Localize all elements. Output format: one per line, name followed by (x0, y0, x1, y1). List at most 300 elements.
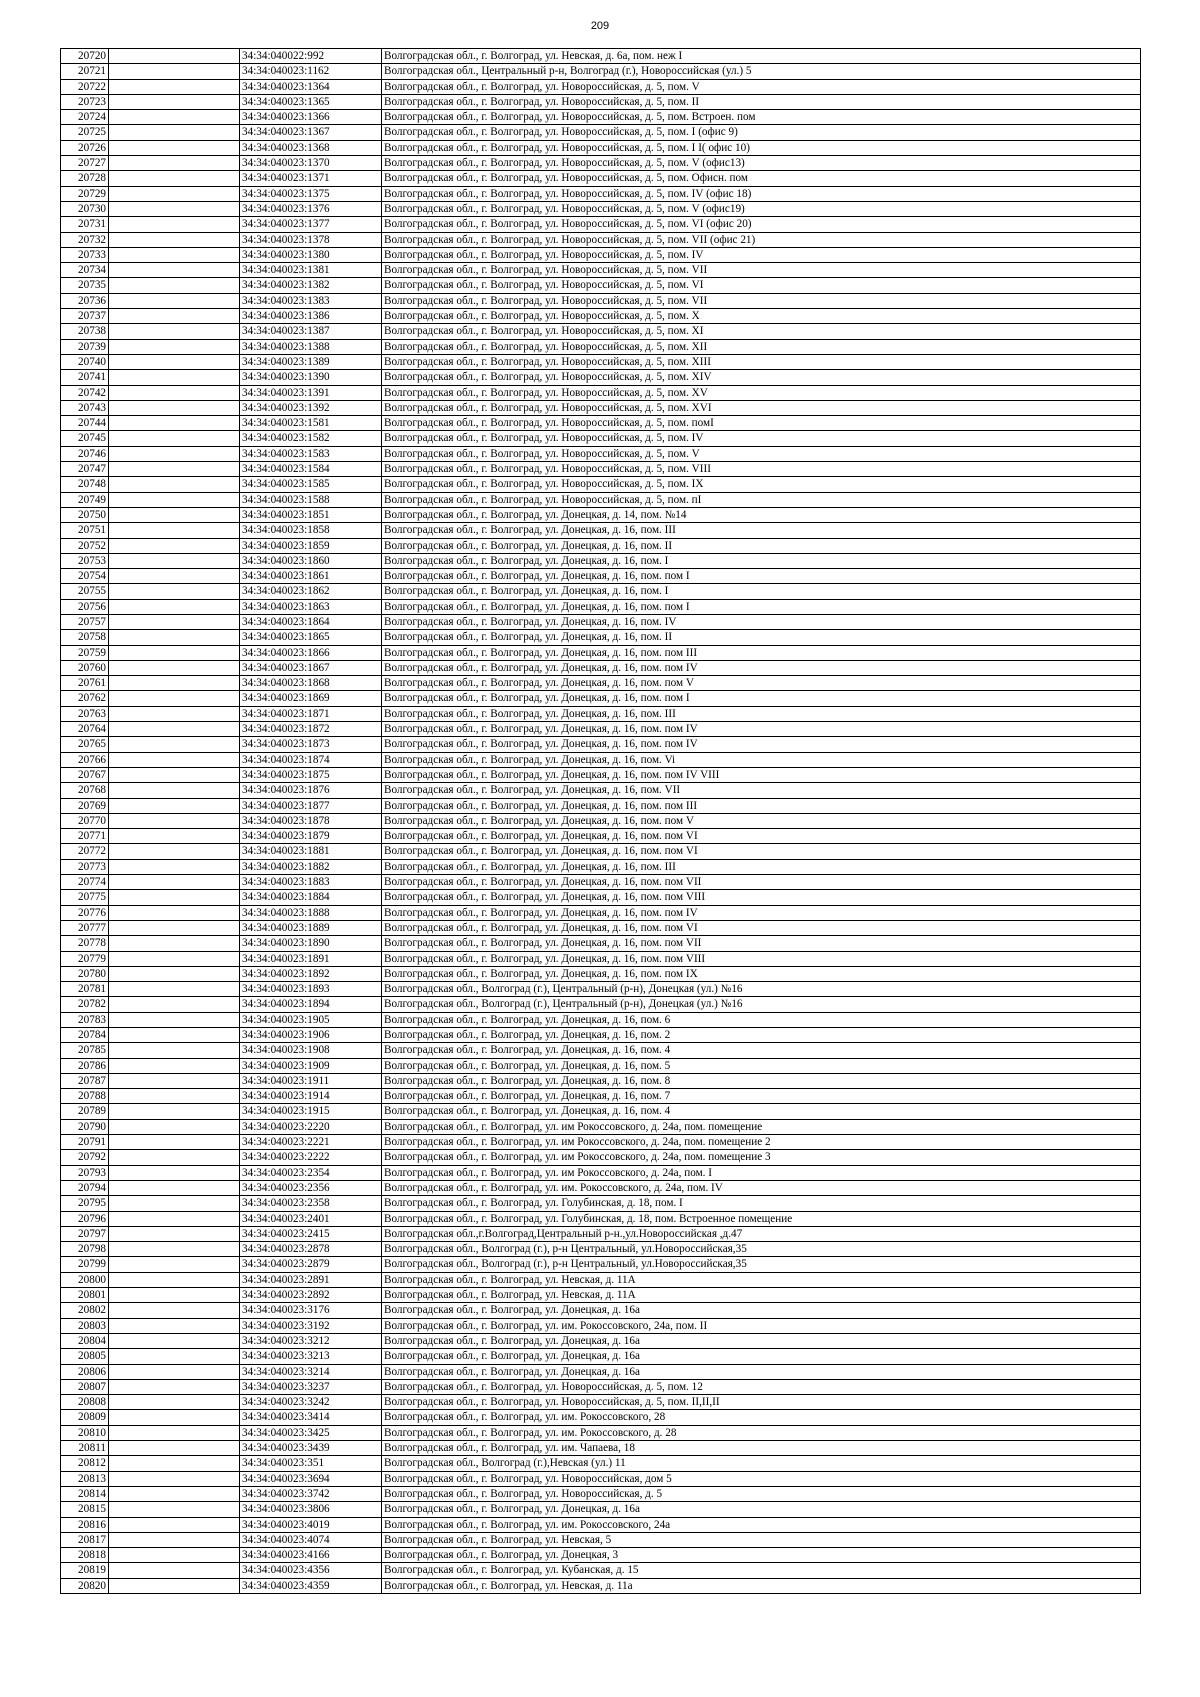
row-number-cell: 20818 (61, 1548, 109, 1563)
row-number-cell: 20793 (61, 1165, 109, 1180)
cadastral-number-cell: 34:34:040023:1859 (240, 538, 382, 553)
table-row (61, 1043, 1141, 1058)
table-row (61, 1379, 1141, 1394)
cadastral-number-cell: 34:34:040023:1866 (240, 645, 382, 660)
address-cell: Волгоградская обл., г. Волгоград, ул. Новороссийская, д. 5, пом. VII (382, 293, 1141, 308)
address-cell: Волгоградская обл., г. Волгоград, ул. Невская, д. 11А (382, 1288, 1141, 1303)
address-cell: Волгоградская обл., г. Волгоград, ул. Донецкая, д. 16, пом. пом VI (382, 844, 1141, 859)
table-row (61, 1548, 1141, 1563)
address-cell: Волгоградская обл., г. Волгоград, ул. Донецкая, 3 (382, 1548, 1141, 1563)
page-number: 209 (590, 20, 610, 32)
table-row (61, 936, 1141, 951)
address-cell: Волгоградская обл., г. Волгоград, ул. им. Рокоссовского, д. 28 (382, 1425, 1141, 1440)
address-cell: Волгоградская обл., г. Волгоград, ул. Донецкая, д. 16, пом. II (382, 538, 1141, 553)
address-cell: Волгоградская обл., г. Волгоград, ул. Новороссийская, д. 5, пом. V (382, 446, 1141, 461)
cadastral-number-cell: 34:34:040023:3806 (240, 1502, 382, 1517)
address-cell: Волгоградская обл., г. Волгоград, ул. Кубанская, д. 15 (382, 1563, 1141, 1578)
address-cell: Волгоградская обл., г. Волгоград, ул. Донецкая, д. 16, пом. пом IV (382, 905, 1141, 920)
empty-cell (109, 446, 240, 461)
row-number-cell: 20766 (61, 752, 109, 767)
table-row (61, 553, 1141, 568)
row-number-cell: 20744 (61, 416, 109, 431)
address-cell: Волгоградская обл., г. Волгоград, ул. Донецкая, д. 16, пом. III (382, 523, 1141, 538)
table-row (61, 431, 1141, 446)
cadastral-number-cell: 34:34:040023:1370 (240, 156, 382, 171)
cadastral-number-cell: 34:34:040023:3176 (240, 1303, 382, 1318)
cadastral-number-cell: 34:34:040023:1893 (240, 982, 382, 997)
cadastral-number-cell: 34:34:040023:1588 (240, 492, 382, 507)
cadastral-number-cell: 34:34:040023:1873 (240, 737, 382, 752)
address-cell: Волгоградская обл., г. Волгоград, ул. Донецкая, д. 16, пом. I (382, 584, 1141, 599)
cadastral-number-cell: 34:34:040023:1869 (240, 691, 382, 706)
cadastral-number-cell: 34:34:040023:2356 (240, 1180, 382, 1195)
row-number-cell: 20756 (61, 599, 109, 614)
row-number-cell: 20768 (61, 783, 109, 798)
address-cell: Волгоградская обл., г. Волгоград, ул. Донецкая, д. 16, пом. пом IV (382, 660, 1141, 675)
table-row (61, 1242, 1141, 1257)
address-cell: Волгоградская обл., г. Волгоград, ул. Новороссийская, д. 5, пом. VII (382, 263, 1141, 278)
row-number-cell: 20738 (61, 324, 109, 339)
empty-cell (109, 538, 240, 553)
empty-cell (109, 599, 240, 614)
empty-cell (109, 1028, 240, 1043)
cadastral-number-cell: 34:34:040023:1851 (240, 507, 382, 522)
row-number-cell: 20787 (61, 1073, 109, 1088)
row-number-cell: 20798 (61, 1242, 109, 1257)
table-row (61, 263, 1141, 278)
row-number-cell: 20775 (61, 890, 109, 905)
table-row (61, 217, 1141, 232)
cadastral-number-cell: 34:34:040023:1380 (240, 247, 382, 262)
empty-cell (109, 1165, 240, 1180)
row-number-cell: 20800 (61, 1272, 109, 1287)
cadastral-number-cell: 34:34:040023:1864 (240, 614, 382, 629)
row-number-cell: 20811 (61, 1441, 109, 1456)
row-number-cell: 20776 (61, 905, 109, 920)
row-number-cell: 20729 (61, 186, 109, 201)
row-number-cell: 20737 (61, 309, 109, 324)
address-cell: Волгоградская обл., г. Волгоград, ул. Донецкая, д. 16, пом. пом I (382, 599, 1141, 614)
address-cell: Волгоградская обл., г. Волгоград, ул. Донецкая, д. 16, пом. VII (382, 783, 1141, 798)
address-cell: Волгоградская обл., г. Волгоград, ул. Новороссийская, д. 5, пом. VII (офис 21) (382, 232, 1141, 247)
empty-cell (109, 140, 240, 155)
table-row (61, 125, 1141, 140)
address-cell: Волгоградская обл., Волгоград (г.), р-н Центральный, ул.Новороссийская,35 (382, 1257, 1141, 1272)
cadastral-number-cell: 34:34:040023:4166 (240, 1548, 382, 1563)
empty-cell (109, 49, 240, 64)
table-row (61, 416, 1141, 431)
address-cell: Волгоградская обл., г. Волгоград, ул. Новороссийская, д. 5, пом. I (офис 9) (382, 125, 1141, 140)
address-cell: Волгоградская обл., г. Волгоград, ул. Донецкая, д. 16, пом. пом IV VIII (382, 767, 1141, 782)
table-row (61, 614, 1141, 629)
address-cell: Волгоградская обл., г. Волгоград, ул. Донецкая, д. 16, пом. 4 (382, 1104, 1141, 1119)
row-number-cell: 20820 (61, 1578, 109, 1593)
address-cell: Волгоградская обл., г. Волгоград, ул. Донецкая, д. 16, пом. II (382, 630, 1141, 645)
row-number-cell: 20770 (61, 813, 109, 828)
table-row (61, 966, 1141, 981)
cadastral-number-cell: 34:34:040023:1365 (240, 94, 382, 109)
address-cell: Волгоградская обл., г. Волгоград, ул. Донецкая, д. 16, пом. III (382, 859, 1141, 874)
row-number-cell: 20735 (61, 278, 109, 293)
address-cell: Волгоградская обл., г. Волгоград, ул. Донецкая, д. 16, пом. 8 (382, 1073, 1141, 1088)
cadastral-number-cell: 34:34:040023:4074 (240, 1532, 382, 1547)
address-cell: Волгоградская обл., Волгоград (г.), Центральный (р-н), Донецкая (ул.) №16 (382, 997, 1141, 1012)
address-cell: Волгоградская обл., г. Волгоград, ул. Донецкая, д. 16, пом. 2 (382, 1028, 1141, 1043)
row-number-cell: 20799 (61, 1257, 109, 1272)
cadastral-number-cell: 34:34:040023:1364 (240, 79, 382, 94)
table-row (61, 370, 1141, 385)
address-cell: Волгоградская обл., г. Волгоград, ул. Новороссийская, д. 5, пом. XIII (382, 354, 1141, 369)
cadastral-number-cell: 34:34:040023:3694 (240, 1471, 382, 1486)
row-number-cell: 20772 (61, 844, 109, 859)
empty-cell (109, 905, 240, 920)
cadastral-number-cell: 34:34:040023:3439 (240, 1441, 382, 1456)
empty-cell (109, 1104, 240, 1119)
cadastral-number-cell: 34:34:040023:1581 (240, 416, 382, 431)
empty-cell (109, 1119, 240, 1134)
table-row (61, 1135, 1141, 1150)
row-number-cell: 20767 (61, 767, 109, 782)
address-cell: Волгоградская обл., г. Волгоград, ул. Новороссийская, д. 5, пом. Офисн. пом (382, 171, 1141, 186)
address-cell: Волгоградская обл., Центральный р-н, Волгоград (г.), Новороссийская (ул.) 5 (382, 64, 1141, 79)
empty-cell (109, 767, 240, 782)
row-number-cell: 20789 (61, 1104, 109, 1119)
empty-cell (109, 232, 240, 247)
empty-cell (109, 966, 240, 981)
table-row (61, 905, 1141, 920)
cadastral-number-cell: 34:34:040023:1908 (240, 1043, 382, 1058)
cadastral-number-cell: 34:34:040023:2222 (240, 1150, 382, 1165)
table-row (61, 875, 1141, 890)
address-cell: Волгоградская обл., г. Волгоград, ул. Донецкая, д. 16, пом. III (382, 706, 1141, 721)
row-number-cell: 20796 (61, 1211, 109, 1226)
row-number-cell: 20720 (61, 49, 109, 64)
empty-cell (109, 1318, 240, 1333)
address-cell: Волгоградская обл., г. Волгоград, ул. Невская, д. 6а, пом. неж I (382, 49, 1141, 64)
cadastral-number-cell: 34:34:040023:1367 (240, 125, 382, 140)
cadastral-number-cell: 34:34:040023:1366 (240, 110, 382, 125)
table-row (61, 477, 1141, 492)
empty-cell (109, 324, 240, 339)
address-cell: Волгоградская обл., г. Волгоград, ул. Новороссийская, д. 5, пом. пI (382, 492, 1141, 507)
empty-cell (109, 1563, 240, 1578)
table-row (61, 1303, 1141, 1318)
row-number-cell: 20757 (61, 614, 109, 629)
cadastral-number-cell: 34:34:040023:4356 (240, 1563, 382, 1578)
registry-body (61, 49, 1141, 1594)
cadastral-number-cell: 34:34:040023:1386 (240, 309, 382, 324)
empty-cell (109, 293, 240, 308)
row-number-cell: 20725 (61, 125, 109, 140)
table-row (61, 722, 1141, 737)
table-row (61, 324, 1141, 339)
cadastral-number-cell: 34:34:040023:1863 (240, 599, 382, 614)
row-number-cell: 20804 (61, 1333, 109, 1348)
empty-cell (109, 278, 240, 293)
table-row (61, 569, 1141, 584)
empty-cell (109, 1272, 240, 1287)
address-cell: Волгоградская обл., г. Волгоград, ул. Донецкая, д. 16а (382, 1333, 1141, 1348)
empty-cell (109, 477, 240, 492)
cadastral-number-cell: 34:34:040023:1905 (240, 1012, 382, 1027)
address-cell: Волгоградская обл., г. Волгоград, ул. Новороссийская, д. 5, пом. II,II,II (382, 1395, 1141, 1410)
row-number-cell: 20802 (61, 1303, 109, 1318)
empty-cell (109, 829, 240, 844)
cadastral-number-cell: 34:34:040023:2220 (240, 1119, 382, 1134)
empty-cell (109, 737, 240, 752)
row-number-cell: 20812 (61, 1456, 109, 1471)
cadastral-number-cell: 34:34:040023:351 (240, 1456, 382, 1471)
address-cell: Волгоградская обл., г. Волгоград, ул. Новороссийская, д. 5, пом. помI (382, 416, 1141, 431)
table-row (61, 783, 1141, 798)
address-cell: Волгоградская обл., г. Волгоград, ул. Донецкая, д. 16а (382, 1349, 1141, 1364)
table-row (61, 186, 1141, 201)
empty-cell (109, 1486, 240, 1501)
address-cell: Волгоградская обл., г. Волгоград, ул. Донецкая, д. 16, пом. пом V (382, 813, 1141, 828)
address-cell: Волгоградская обл., г. Волгоград, ул. Новороссийская, д. 5, пом. X (382, 309, 1141, 324)
table-row (61, 1196, 1141, 1211)
table-row (61, 1028, 1141, 1043)
cadastral-number-cell: 34:34:040023:2879 (240, 1257, 382, 1272)
cadastral-number-cell: 34:34:040023:1878 (240, 813, 382, 828)
row-number-cell: 20721 (61, 64, 109, 79)
row-number-cell: 20813 (61, 1471, 109, 1486)
address-cell: Волгоградская обл., г. Волгоград, ул. Новороссийская, д. 5, пом. Встроен. пом (382, 110, 1141, 125)
row-number-cell: 20745 (61, 431, 109, 446)
cadastral-number-cell: 34:34:040023:1882 (240, 859, 382, 874)
empty-cell (109, 309, 240, 324)
address-cell: Волгоградская обл., г. Волгоград, ул. Донецкая, д. 16, пом. 5 (382, 1058, 1141, 1073)
cadastral-number-cell: 34:34:040023:3212 (240, 1333, 382, 1348)
cadastral-number-cell: 34:34:040023:1883 (240, 875, 382, 890)
empty-cell (109, 462, 240, 477)
table-row (61, 1288, 1141, 1303)
empty-cell (109, 1441, 240, 1456)
address-cell: Волгоградская обл., г. Волгоград, ул. им Рокоссовского, д. 24а, пом. помещение 3 (382, 1150, 1141, 1165)
row-number-cell: 20807 (61, 1379, 109, 1394)
table-row (61, 1517, 1141, 1532)
cadastral-number-cell: 34:34:040023:1871 (240, 706, 382, 721)
row-number-cell: 20755 (61, 584, 109, 599)
address-cell: Волгоградская обл., г. Волгоград, ул. Донецкая, д. 16, пом. пом III (382, 645, 1141, 660)
empty-cell (109, 1073, 240, 1088)
row-number-cell: 20791 (61, 1135, 109, 1150)
cadastral-number-cell: 34:34:040023:3213 (240, 1349, 382, 1364)
table-row (61, 1456, 1141, 1471)
row-number-cell: 20765 (61, 737, 109, 752)
cadastral-number-cell: 34:34:040023:1906 (240, 1028, 382, 1043)
table-row (61, 1441, 1141, 1456)
table-row (61, 599, 1141, 614)
empty-cell (109, 370, 240, 385)
row-number-cell: 20722 (61, 79, 109, 94)
empty-cell (109, 507, 240, 522)
address-cell: Волгоградская обл., г. Волгоград, ул. Новороссийская, дом 5 (382, 1471, 1141, 1486)
table-row (61, 1425, 1141, 1440)
address-cell: Волгоградская обл., г. Волгоград, ул. Новороссийская, д. 5, пом. IX (382, 477, 1141, 492)
empty-cell (109, 1196, 240, 1211)
address-cell: Волгоградская обл., г. Волгоград, ул. Невская, 5 (382, 1532, 1141, 1547)
empty-cell (109, 1043, 240, 1058)
table-row (61, 813, 1141, 828)
cadastral-number-cell: 34:34:040023:1911 (240, 1073, 382, 1088)
row-number-cell: 20792 (61, 1150, 109, 1165)
row-number-cell: 20803 (61, 1318, 109, 1333)
table-row (61, 1349, 1141, 1364)
empty-cell (109, 676, 240, 691)
cadastral-number-cell: 34:34:040023:1914 (240, 1089, 382, 1104)
registry-table (60, 48, 1141, 1594)
row-number-cell: 20724 (61, 110, 109, 125)
address-cell: Волгоградская обл., г. Волгоград, ул. Донецкая, д. 16а (382, 1364, 1141, 1379)
row-number-cell: 20805 (61, 1349, 109, 1364)
address-cell: Волгоградская обл., г. Волгоград, ул. Донецкая, д. 16, пом. пом VIII (382, 951, 1141, 966)
table-row (61, 523, 1141, 538)
row-number-cell: 20762 (61, 691, 109, 706)
empty-cell (109, 722, 240, 737)
row-number-cell: 20746 (61, 446, 109, 461)
row-number-cell: 20742 (61, 385, 109, 400)
row-number-cell: 20753 (61, 553, 109, 568)
empty-cell (109, 1257, 240, 1272)
address-cell: Волгоградская обл., г. Волгоград, ул. им Рокоссовского, д. 24а, пом. I (382, 1165, 1141, 1180)
table-row (61, 920, 1141, 935)
table-row (61, 49, 1141, 64)
table-row (61, 171, 1141, 186)
address-cell: Волгоградская обл., г. Волгоград, ул. Новороссийская, д. 5, пом. V (офис19) (382, 201, 1141, 216)
cadastral-number-cell: 34:34:040023:1368 (240, 140, 382, 155)
cadastral-number-cell: 34:34:040023:2221 (240, 1135, 382, 1150)
row-number-cell: 20777 (61, 920, 109, 935)
cadastral-number-cell: 34:34:040023:1389 (240, 354, 382, 369)
table-row (61, 309, 1141, 324)
table-row (61, 951, 1141, 966)
empty-cell (109, 630, 240, 645)
cadastral-number-cell: 34:34:040023:1162 (240, 64, 382, 79)
address-cell: Волгоградская обл., г. Волгоград, ул. им. Чапаева, 18 (382, 1441, 1141, 1456)
table-row (61, 798, 1141, 813)
cadastral-number-cell: 34:34:040023:1879 (240, 829, 382, 844)
row-number-cell: 20730 (61, 201, 109, 216)
cadastral-number-cell: 34:34:040023:1891 (240, 951, 382, 966)
empty-cell (109, 1150, 240, 1165)
address-cell: Волгоградская обл., г. Волгоград, ул. Новороссийская, д. 5, пом. XV (382, 385, 1141, 400)
row-number-cell: 20749 (61, 492, 109, 507)
table-row (61, 201, 1141, 216)
address-cell: Волгоградская обл., г. Волгоград, ул. Донецкая, д. 16, пом. I (382, 553, 1141, 568)
address-cell: Волгоградская обл., г. Волгоград, ул. Новороссийская, д. 5 (382, 1486, 1141, 1501)
table-row (61, 1211, 1141, 1226)
table-row (61, 1058, 1141, 1073)
row-number-cell: 20797 (61, 1226, 109, 1241)
cadastral-number-cell: 34:34:040023:1375 (240, 186, 382, 201)
row-number-cell: 20739 (61, 339, 109, 354)
cadastral-number-cell: 34:34:040023:1881 (240, 844, 382, 859)
empty-cell (109, 1471, 240, 1486)
row-number-cell: 20788 (61, 1089, 109, 1104)
table-row (61, 446, 1141, 461)
empty-cell (109, 1502, 240, 1517)
row-number-cell: 20728 (61, 171, 109, 186)
row-number-cell: 20814 (61, 1486, 109, 1501)
empty-cell (109, 553, 240, 568)
cadastral-number-cell: 34:34:040023:1890 (240, 936, 382, 951)
row-number-cell: 20778 (61, 936, 109, 951)
empty-cell (109, 400, 240, 415)
cadastral-number-cell: 34:34:040023:2354 (240, 1165, 382, 1180)
row-number-cell: 20817 (61, 1532, 109, 1547)
row-number-cell: 20816 (61, 1517, 109, 1532)
cadastral-number-cell: 34:34:040023:1585 (240, 477, 382, 492)
row-number-cell: 20806 (61, 1364, 109, 1379)
empty-cell (109, 645, 240, 660)
empty-cell (109, 798, 240, 813)
address-cell: Волгоградская обл., г. Волгоград, ул. Новороссийская, д. 5, пом. I I( офис 10) (382, 140, 1141, 155)
address-cell: Волгоградская обл., г. Волгоград, ул. Донецкая, д. 16, пом. пом VII (382, 936, 1141, 951)
table-row (61, 584, 1141, 599)
empty-cell (109, 1410, 240, 1425)
row-number-cell: 20759 (61, 645, 109, 660)
cadastral-number-cell: 34:34:040022:992 (240, 49, 382, 64)
address-cell: Волгоградская обл., г. Волгоград, ул. им. Рокоссовского, д. 24а, пом. IV (382, 1180, 1141, 1195)
address-cell: Волгоградская обл., г. Волгоград, ул. Донецкая, д. 16а (382, 1502, 1141, 1517)
empty-cell (109, 1395, 240, 1410)
address-cell: Волгоградская обл., г. Волгоград, ул. Новороссийская, д. 5, пом. IV (382, 431, 1141, 446)
empty-cell (109, 982, 240, 997)
address-cell: Волгоградская обл., г. Волгоград, ул. Новороссийская, д. 5, пом. XII (382, 339, 1141, 354)
table-row (61, 140, 1141, 155)
address-cell: Волгоградская обл., г. Волгоград, ул. Новороссийская, д. 5, пом. XI (382, 324, 1141, 339)
empty-cell (109, 1211, 240, 1226)
row-number-cell: 20731 (61, 217, 109, 232)
cadastral-number-cell: 34:34:040023:1872 (240, 722, 382, 737)
address-cell: Волгоградская обл., г. Волгоград, ул. Новороссийская, д. 5, пом. IV (офис 18) (382, 186, 1141, 201)
cadastral-number-cell: 34:34:040023:1909 (240, 1058, 382, 1073)
cadastral-number-cell: 34:34:040023:1868 (240, 676, 382, 691)
table-row (61, 1104, 1141, 1119)
empty-cell (109, 997, 240, 1012)
empty-cell (109, 125, 240, 140)
empty-cell (109, 201, 240, 216)
address-cell: Волгоградская обл., г. Волгоград, ул. Донецкая, д. 16, пом. Vi (382, 752, 1141, 767)
table-row (61, 1272, 1141, 1287)
empty-cell (109, 217, 240, 232)
empty-cell (109, 1089, 240, 1104)
table-row (61, 1119, 1141, 1134)
row-number-cell: 20774 (61, 875, 109, 890)
cadastral-number-cell: 34:34:040023:1376 (240, 201, 382, 216)
row-number-cell: 20733 (61, 247, 109, 262)
empty-cell (109, 171, 240, 186)
address-cell: Волгоградская обл., Волгоград (г.), Центральный (р-н), Донецкая (ул.) №16 (382, 982, 1141, 997)
empty-cell (109, 844, 240, 859)
row-number-cell: 20783 (61, 1012, 109, 1027)
empty-cell (109, 523, 240, 538)
table-row (61, 110, 1141, 125)
empty-cell (109, 1226, 240, 1241)
row-number-cell: 20740 (61, 354, 109, 369)
empty-cell (109, 110, 240, 125)
empty-cell (109, 1548, 240, 1563)
row-number-cell: 20751 (61, 523, 109, 538)
table-row (61, 492, 1141, 507)
cadastral-number-cell: 34:34:040023:1388 (240, 339, 382, 354)
cadastral-number-cell: 34:34:040023:1861 (240, 569, 382, 584)
address-cell: Волгоградская обл., г. Волгоград, ул. им Рокоссовского, д. 24а, пом. помещение (382, 1119, 1141, 1134)
row-number-cell: 20741 (61, 370, 109, 385)
table-row (61, 385, 1141, 400)
empty-cell (109, 64, 240, 79)
